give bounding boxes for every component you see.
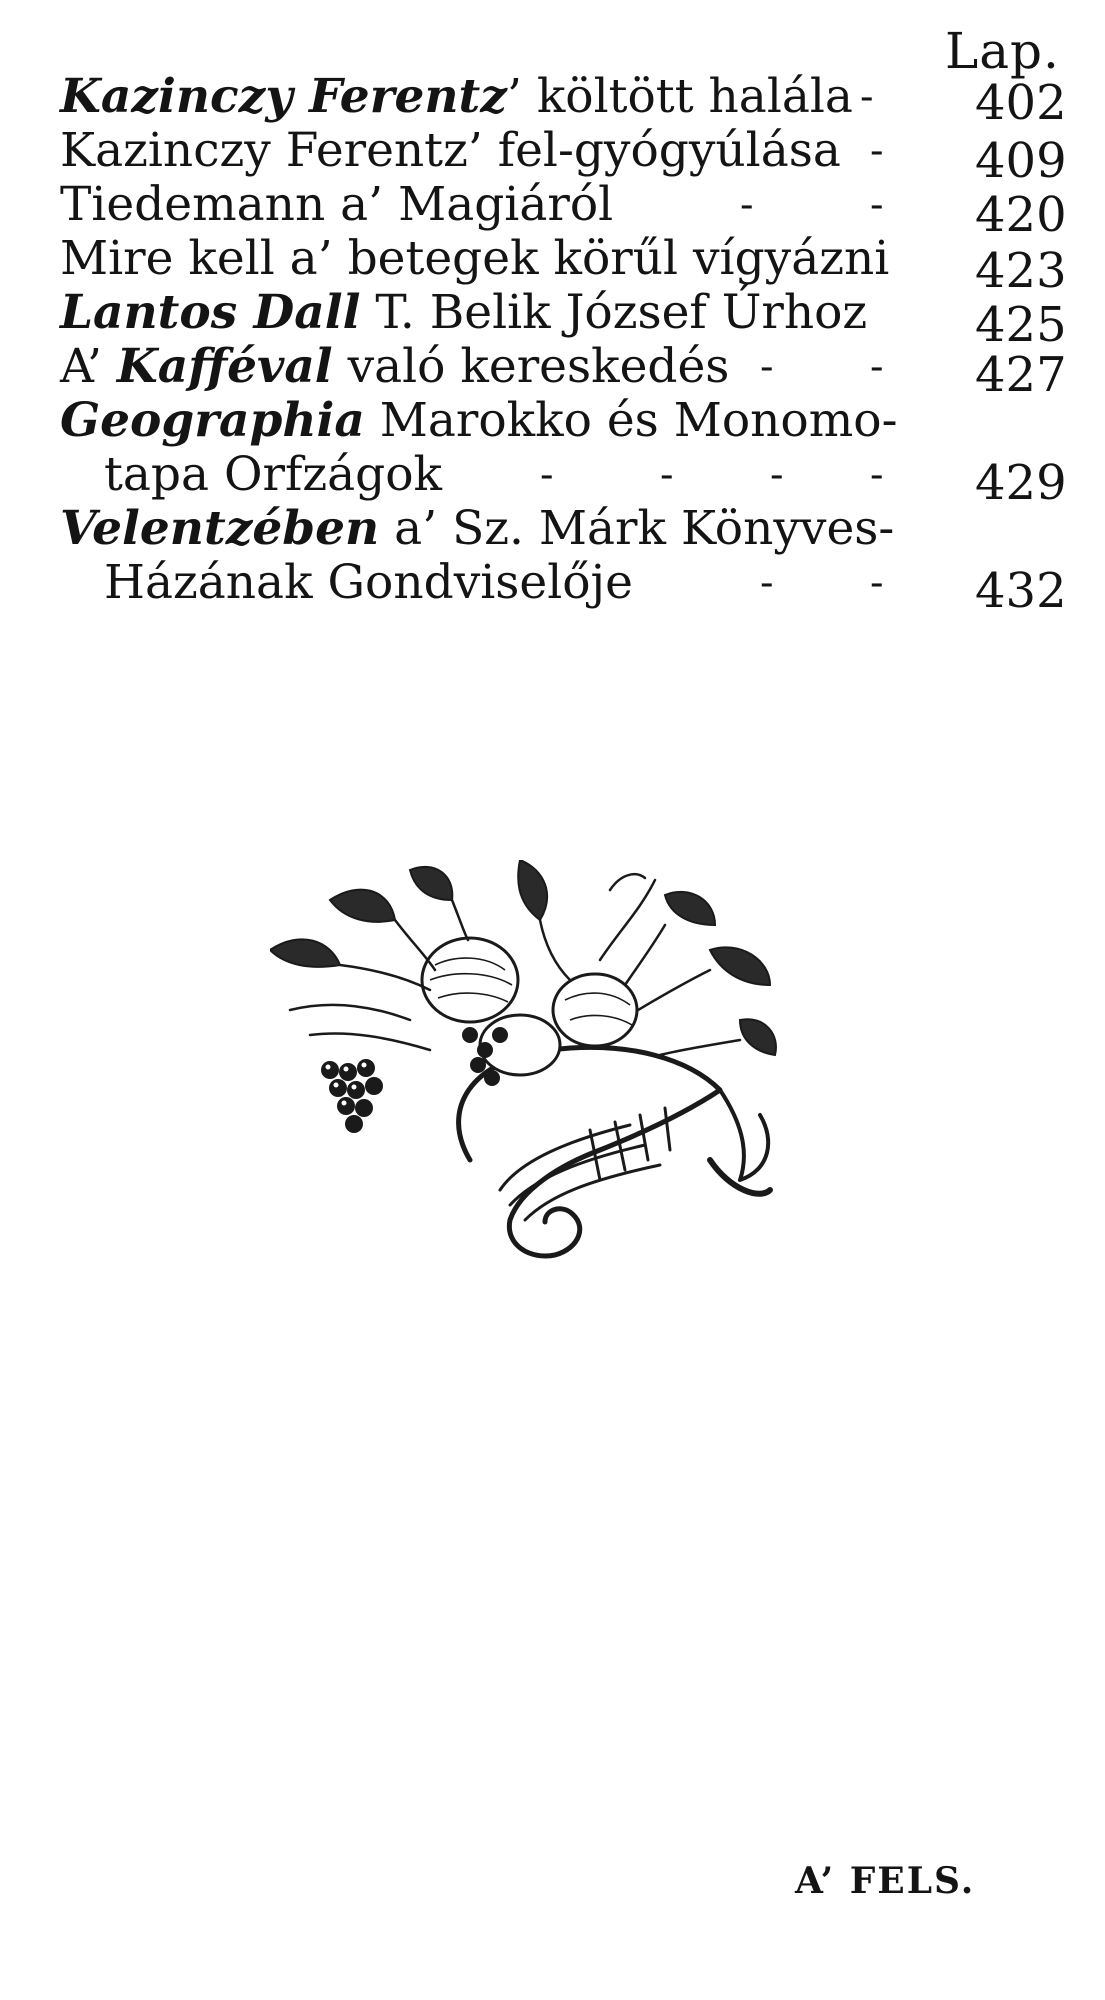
toc-entry-line	[104, 556, 633, 610]
toc-entry-line	[60, 70, 853, 124]
leader-dash: -	[770, 452, 784, 498]
toc-entry-text: Tiedemann a’ Magiáról	[60, 177, 614, 232]
toc-entry-italic: Velentzében	[60, 501, 380, 556]
page-column-label: Lap.	[945, 22, 1060, 80]
toc-page-number: 409	[975, 133, 1067, 189]
toc-entry	[60, 501, 1067, 619]
toc-entry-text: ’ költött halála	[506, 69, 853, 124]
cornucopia-icon	[270, 860, 780, 1270]
leader-dash: -	[870, 182, 884, 228]
toc-entry-prefix: A’	[60, 339, 117, 394]
toc-entry-italic: Kazinczy Ferentz	[60, 69, 507, 124]
toc-entry-text: Kazinczy Ferentz’ fel-gyógyúlása	[60, 123, 841, 178]
toc-entry-line	[60, 340, 729, 394]
toc-entry-line	[60, 124, 841, 178]
toc-entry	[60, 177, 1067, 243]
toc-entry	[60, 69, 1067, 131]
leader-dash: -	[870, 344, 884, 390]
toc-page-number: 420	[975, 187, 1067, 243]
toc-entry-text: a’ Sz. Márk Könyves-	[379, 501, 895, 556]
toc-entry-text: Marokko és Monomo-	[364, 393, 898, 448]
toc-entry-text: Mire kell a’ betegek körűl vígyázni	[60, 231, 890, 286]
toc-entry-line	[60, 502, 894, 556]
toc-page-number: 429	[975, 455, 1067, 511]
toc-page-number: 423	[975, 243, 1067, 299]
catchword: A’ FELS.	[795, 1860, 976, 1902]
leader-dash: -	[870, 128, 884, 174]
toc-entry-text: való kereskedés	[332, 339, 730, 394]
toc-page-number: 432	[975, 563, 1067, 619]
leader-dash: -	[860, 74, 874, 120]
leader-dash: -	[760, 560, 774, 606]
leader-dash: -	[870, 560, 884, 606]
toc-entry-italic: Geographia	[60, 393, 365, 448]
leader-dash: -	[540, 452, 554, 498]
toc-entry-italic: Kafféval	[116, 339, 333, 394]
leader-dash: -	[760, 344, 774, 390]
toc-entry	[60, 393, 1067, 511]
toc-entry-line	[104, 448, 442, 502]
toc-entry-line	[60, 232, 889, 286]
toc-entry-line	[60, 178, 613, 232]
table-of-contents	[60, 69, 1067, 619]
toc-entry-text: Házának Gondviselője	[104, 555, 633, 610]
toc-entry	[60, 339, 1067, 403]
toc-entry-text: tapa Orfzágok	[104, 447, 442, 502]
leader-dash: -	[740, 182, 754, 228]
leader-dash: -	[660, 452, 674, 498]
leader-dash: -	[870, 452, 884, 498]
toc-page-number: 425	[975, 297, 1067, 353]
toc-page-number: 402	[975, 75, 1067, 131]
toc-entry	[60, 285, 1067, 353]
toc-entry-text: T. Belik József Úrhoz	[360, 285, 868, 340]
toc-entry-line	[60, 394, 897, 448]
toc-entry-line	[60, 286, 867, 340]
toc-page-number: 427	[975, 347, 1067, 403]
toc-entry-italic: Lantos Dall	[60, 285, 361, 340]
toc-entry	[60, 231, 1067, 299]
toc-entry	[60, 123, 1067, 189]
